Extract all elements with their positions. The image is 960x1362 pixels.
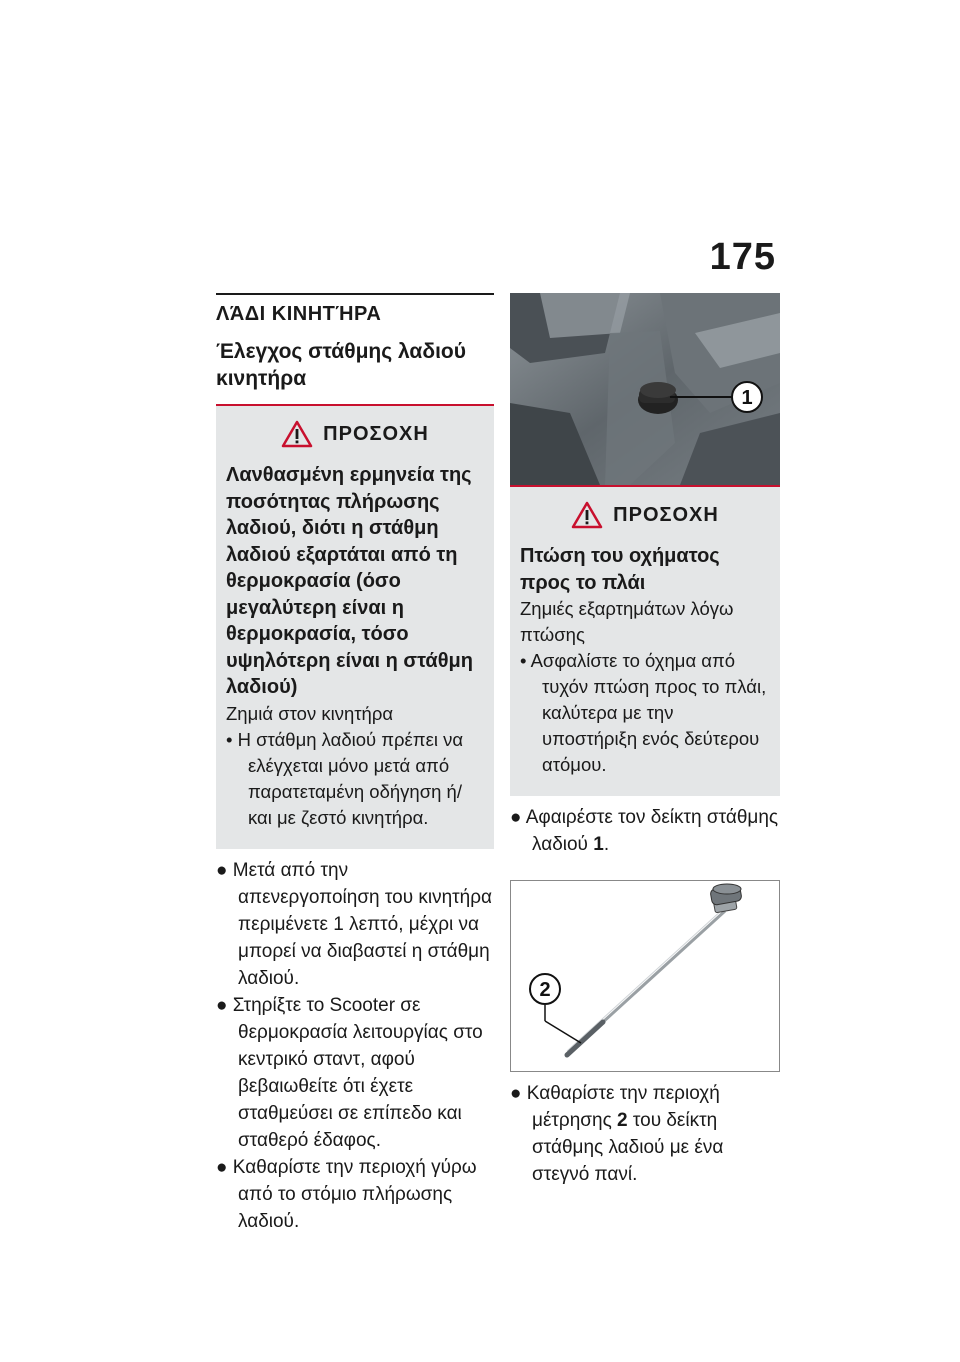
warning-triangle-icon [281,420,313,448]
list-item: ● Αφαιρέστε τον δείκτη στάθμης λαδιού 1. [510,807,779,855]
section-title: ΛΆΔΙ ΚΙΝΗΤΉΡΑ [216,293,494,326]
list-item: ● Μετά από την απενεργοποίηση του κινητήρα περιμένετε 1 λεπτό, μέχρι να μπορεί να διαβαστεί η στάθμη λαδιού. [216,859,493,989]
warning-triangle-icon [571,501,603,529]
warning-box-fall [510,485,780,796]
left-column [216,293,494,1235]
figure-callout-1: 1 [741,387,753,409]
subsection-title: Έλεγχος στάθμης λαδιού κινητήρα [216,338,494,406]
right-column [510,293,780,1188]
dipstick-drawing [510,880,780,1072]
warning-label: ΠΡΟΣΟΧΗ [323,422,429,445]
warning-action: • Η στάθμη λαδιού πρέπει να ελέγχεται μόνο μετά από παρατεταμένη οδήγηση ή/και με ζεστό κινητήρα. [226,728,464,828]
instruction-list-right-1 [510,804,780,858]
warning-action: • Ασφαλίστε το όχημα από τυχόν πτώση προς το πλάι, καλύτερα με την υποστήριξη ενός δεύτερου ατόμου. [520,650,767,775]
warning-box-engine [216,406,494,849]
warning-title: Λανθασμένη ερμηνεία της ποσότητας πλήρωσης λαδιού, διότι η στάθμη λαδιού εξαρτάται από τη θερμοκρασία (όσο μεγαλύτερη είναι η θερμοκρασία, τόσο υψηλότερη είναι η στάθμη λαδιού) [226,464,473,698]
list-item: ● Καθαρίστε την περιοχή μέτρησης 2 του δείκτη στάθμης λαδιού με ένα στεγνό πανί. [510,1083,724,1185]
page-number: 175 [709,236,776,278]
oil-filler-cap-photo [510,293,780,485]
instruction-list-right-2 [510,1080,780,1188]
list-item: ● Καθαρίστε την περιοχή γύρω από το στόμιο πλήρωσης λαδιού. [216,1156,477,1232]
warning-label: ΠΡΟΣΟΧΗ [613,503,719,526]
instruction-list-left [216,857,494,1235]
list-item: ● Στηρίξτε το Scooter σε θερμοκρασία λειτουργίας στο κεντρικό σταντ, αφού βεβαιωθείτε ότι έχετε σταθμεύσει σε επίπεδο και σταθερό έδαφος. [216,994,483,1151]
warning-header [520,501,770,529]
warning-cause: Ζημιά στον κινητήρα [226,702,394,724]
figure-callout-2: 2 [539,979,551,1001]
warning-title: Πτώση του οχήματος προς το πλάι [520,545,720,594]
warning-cause: Ζημιές εξαρτημάτων λόγω πτώσης [520,598,734,645]
warning-header [226,420,484,448]
